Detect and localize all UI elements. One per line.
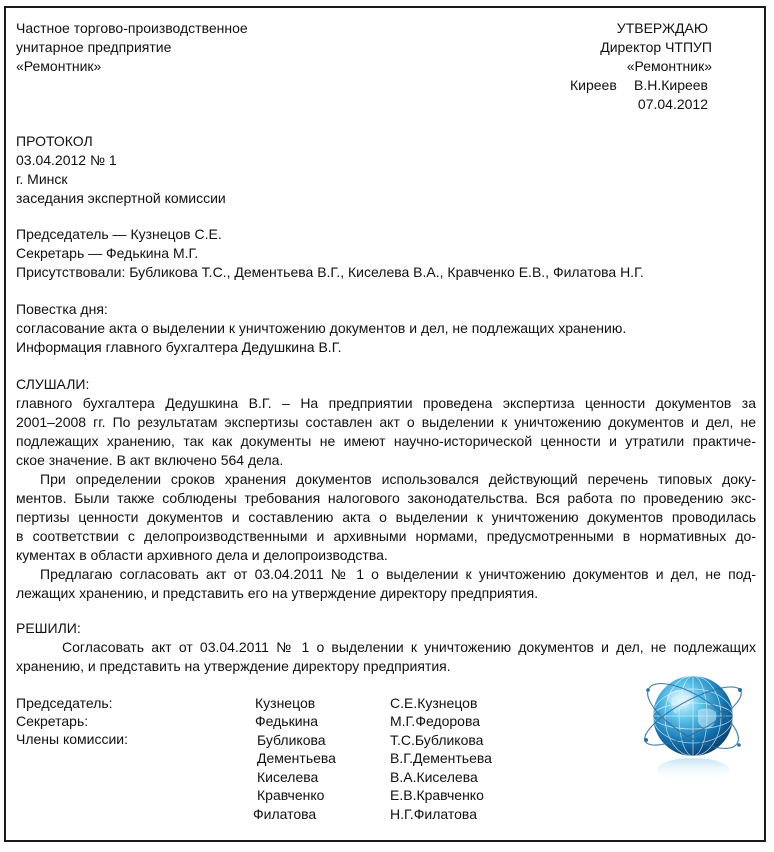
approval-position: Директор ЧТПУП bbox=[600, 39, 712, 55]
heard-line: ское значение. В акт включено 564 дела. bbox=[16, 452, 284, 468]
globe-icon bbox=[636, 668, 754, 786]
secretary-line: Секретарь — Федькина М.Г. bbox=[16, 245, 199, 261]
approval-signature: Киреев bbox=[570, 77, 617, 93]
heard-line: кументах в области архивного дела и делопроизводства. bbox=[16, 547, 388, 563]
protocol-subject: заседания экспертной комиссии bbox=[16, 190, 226, 206]
heard-line: лежащих хранению, и представить его на утверждение директору предприятия. bbox=[16, 585, 539, 601]
sig-signature: Федькина bbox=[255, 713, 319, 729]
agenda-line-2: Информация главного бухгалтера Дедушкина В.Г. bbox=[16, 339, 342, 355]
heard-line: Предлагаю согласовать акт от 03.04.2011 № 1 о выделении к уничтожению документов и дел, не под- bbox=[40, 566, 756, 582]
protocol-city: г. Минск bbox=[16, 171, 68, 187]
heard-heading: СЛУШАЛИ: bbox=[16, 376, 90, 392]
protocol-date-number: 03.04.2012 № 1 bbox=[16, 152, 117, 168]
sig-name: Н.Г.Филатова bbox=[390, 806, 477, 822]
decided-line-2: хранению, и представить на утверждение директору предприятия. bbox=[16, 658, 451, 674]
heard-line: При определении сроков хранения документов использовался действующий перечень типовых доку- bbox=[40, 471, 756, 487]
sig-signature: Кравченко bbox=[257, 787, 325, 803]
org-line-2: унитарное предприятие bbox=[16, 39, 172, 55]
sig-signature: Кузнецов bbox=[255, 695, 316, 711]
heard-line: пертизы ценности документов и составлению акта о выделении к уничтожению документов проводилась bbox=[16, 509, 756, 525]
decided-line-1: Согласовать акт от 03.04.2011 № 1 о выделении к уничтожению документов и дел, не подлежащих bbox=[62, 639, 756, 655]
sig-name: В.Г.Дементьева bbox=[390, 750, 492, 766]
agenda-line-1: согласование акта о выделении к уничтожению документов и дел, не подлежащих хранению. bbox=[16, 320, 627, 336]
approval-name: В.Н.Киреев bbox=[634, 77, 708, 93]
sig-name: С.Е.Кузнецов bbox=[390, 695, 478, 711]
org-line-3: «Ремонтник» bbox=[16, 58, 102, 74]
chairman-line: Председатель — Кузнецов С.Е. bbox=[16, 226, 222, 242]
sig-name: М.Г.Федорова bbox=[390, 713, 481, 729]
heard-line: ментов. Были также соблюдены требования налогового законодательства. Вся работа по проведению экс- bbox=[16, 490, 756, 506]
org-line-1: Частное торгово-производственное bbox=[16, 20, 248, 36]
sig-signature: Киселева bbox=[257, 769, 319, 785]
sig-name: В.А.Киселева bbox=[390, 769, 478, 785]
sig-name: Е.В.Кравченко bbox=[390, 787, 484, 803]
approval-company: «Ремонтник» bbox=[626, 58, 712, 74]
agenda-heading: Повестка дня: bbox=[16, 301, 108, 317]
present-line: Присутствовали: Бубликова Т.С., Дементьева В.Г., Киселева В.А., Кравченко Е.В., Филатова Н.Г. bbox=[16, 264, 644, 280]
sig-name: Т.С.Бубликова bbox=[390, 732, 484, 748]
heard-line: подлежащих хранению, так как документы не имеют научно-исторической ценности и утратили практиче- bbox=[16, 433, 756, 449]
protocol-title: ПРОТОКОЛ bbox=[16, 133, 93, 149]
approval-title: УТВЕРЖДАЮ bbox=[616, 20, 708, 36]
approval-date: 07.04.2012 bbox=[637, 96, 708, 112]
sig-signature: Дементьева bbox=[257, 750, 336, 766]
sig-signature: Филатова bbox=[253, 806, 317, 822]
heard-line: в соответствии с делопроизводственными и архивными нормами, предусмотренными в нормативных до- bbox=[16, 528, 756, 544]
heard-line: 2001–2008 гг. По результатам экспертизы составлен акт о выделении к уничтожению документов и дел, не bbox=[16, 414, 756, 430]
sig-role: Члены комиссии: bbox=[16, 731, 129, 747]
heard-line: главного бухгалтера Дедушкина В.Г. – На предприятии проведена экспертиза ценности документов за bbox=[16, 395, 756, 411]
sig-role: Секретарь: bbox=[16, 713, 89, 729]
sig-role: Председатель: bbox=[16, 695, 113, 711]
decided-heading: РЕШИЛИ: bbox=[16, 620, 81, 636]
sig-signature: Бубликова bbox=[257, 732, 326, 748]
